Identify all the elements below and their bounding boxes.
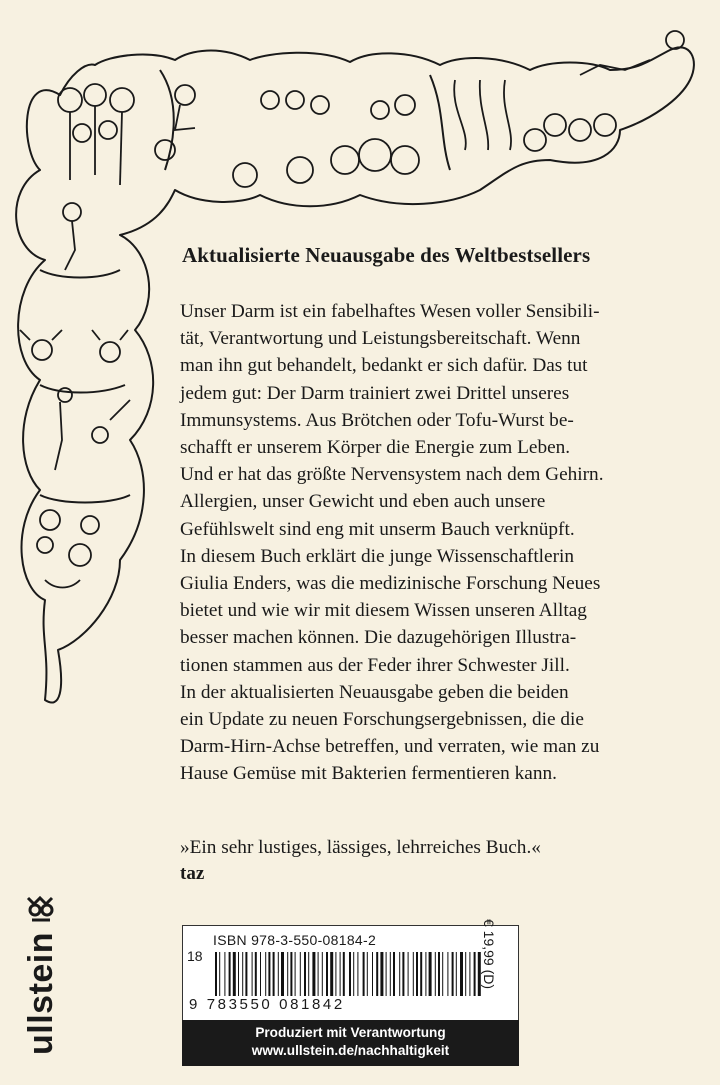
price-label: € 19,99 (D): [481, 919, 497, 990]
barcode-icon: [215, 952, 485, 996]
blurb-line: schafft er unserem Körper die Energie zum Leben.: [180, 437, 571, 459]
sustainability-link[interactable]: www.ullstein.de/nachhaltigkeit: [251, 1043, 450, 1058]
blurb-line: besser machen können. Die dazugehörigen Illustra-: [180, 627, 577, 649]
blurb-line: In diesem Buch erklärt die junge Wissenschaftlerin: [180, 545, 575, 567]
blurb-line: Giulia Enders, was die medizinische Forschung Neues: [180, 573, 601, 595]
blurb-line: bietet und wie wir mit diesem Wissen unseren Alltag: [180, 600, 587, 622]
blurb-line: Hause Gemüse mit Bakterien fermentieren kann.: [180, 763, 557, 785]
blurb-text: [180, 298, 710, 788]
sustainability-line-1: Produziert mit Verantwortung: [255, 1025, 446, 1040]
press-quote: »Ein sehr lustiges, lässiges, lehrreiches Buch.«: [180, 837, 541, 858]
back-cover-heading: Aktualisierte Neuausgabe des Weltbestsellers: [182, 243, 591, 267]
publisher-logo: [20, 875, 62, 1055]
barcode-panel: [182, 919, 519, 1022]
barcode-code-number: 18: [187, 948, 203, 964]
blurb-line: tät, Verantwortung und Leistungsbereitschaft. Wenn: [180, 328, 581, 350]
blurb-line: Allergien, unser Gewicht und eben auch unsere: [180, 491, 546, 513]
blurb-line: jedem gut: Der Darm trainiert zwei Drittel unseres: [180, 382, 570, 404]
blurb-line: Und er hat das größte Nervensystem nach dem Gehirn.: [180, 464, 604, 486]
barcode-digits: 9 783550 081842: [189, 996, 345, 1013]
blurb-line: man ihn gut behandelt, bedankt er sich dafür. Das tut: [180, 355, 588, 377]
blurb-line: Darm-Hirn-Achse betreffen, und verraten, wie man zu: [180, 736, 600, 758]
blurb-line: In der aktualisierten Neuausgabe geben die beiden: [180, 681, 569, 703]
owl-icon: [24, 892, 58, 926]
blurb-line: Immunsystems. Aus Brötchen oder Tofu-Wurst be-: [180, 409, 574, 431]
sustainability-note: [182, 1020, 519, 1066]
blurb-line: ein Update zu neuen Forschungsergebnissen, die die: [180, 709, 584, 731]
blurb-line: Unser Darm ist ein fabelhaftes Wesen voller Sensibili-: [180, 301, 600, 322]
press-quote-source: taz: [180, 863, 205, 884]
publisher-name: ullstein: [21, 931, 60, 1055]
isbn-text: ISBN 978-3-550-08184-2: [213, 932, 377, 948]
blurb-line: tionen stammen aus der Feder ihrer Schwester Jill.: [180, 654, 570, 676]
blurb-line: Gefühlswelt sind eng mit unserm Bauch verknüpft.: [180, 518, 575, 540]
